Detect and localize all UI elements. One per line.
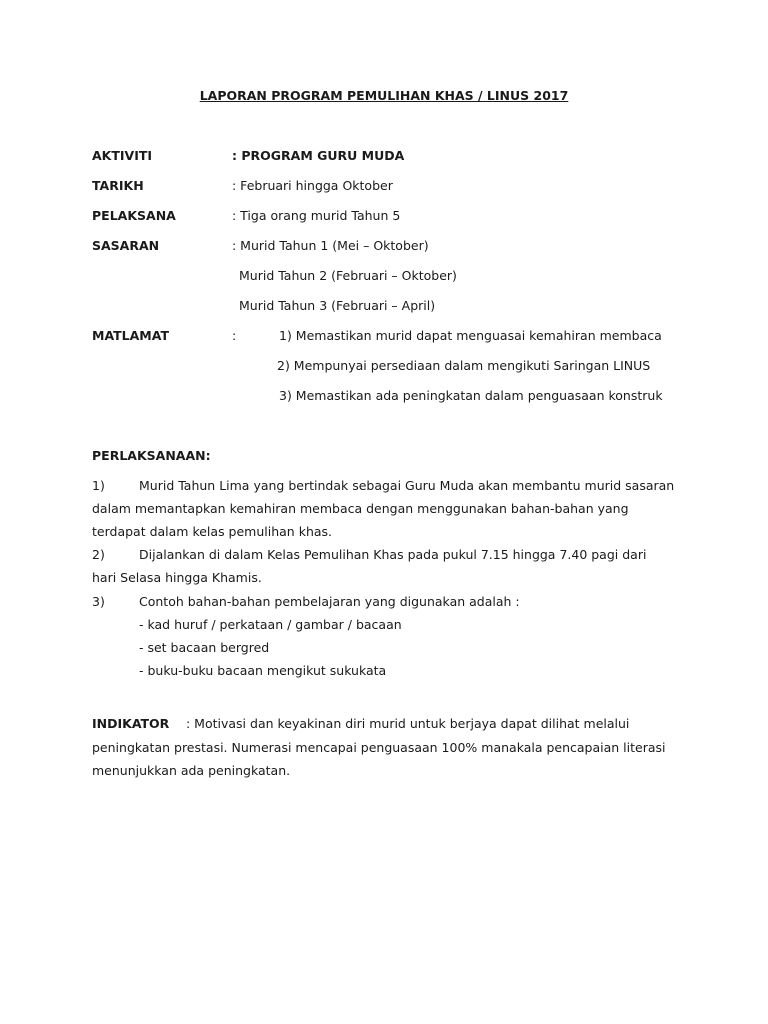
pelaksana-value: : Tiga orang murid Tahun 5: [232, 208, 401, 223]
pelaksana-label: PELAKSANA: [92, 208, 176, 223]
matlamat-colon: :: [232, 328, 237, 343]
perlaksanaan-heading: PERLAKSANAAN:: [92, 448, 211, 463]
tarikh-value: : Februari hingga Oktober: [232, 178, 393, 193]
perlaksanaan-1-line-3: terdapat dalam kelas pemulihan khas.: [92, 524, 333, 539]
indikator-line-3: menunjukkan ada peningkatan.: [92, 763, 291, 778]
sasaran-line-1: : Murid Tahun 1 (Mei – Oktober): [232, 238, 429, 253]
matlamat-item-3: 3) Memastikan ada peningkatan dalam penguasaan konstruk: [279, 388, 663, 403]
indikator-line-2: peningkatan prestasi. Numerasi mencapai penguasaan 100% manakala pencapaian literasi: [92, 740, 666, 755]
perlaksanaan-2-num: 2): [92, 547, 105, 562]
perlaksanaan-3-num: 3): [92, 594, 105, 609]
perlaksanaan-2-line-1: Dijalankan di dalam Kelas Pemulihan Khas pada pukul 7.15 hingga 7.40 pagi dari: [139, 547, 647, 562]
report-title: LAPORAN PROGRAM PEMULIHAN KHAS / LINUS 2017: [199, 88, 569, 103]
perlaksanaan-2-line-2: hari Selasa hingga Khamis.: [92, 570, 262, 585]
perlaksanaan-3-bullet-2: - set bacaan bergred: [139, 640, 270, 655]
matlamat-label: MATLAMAT: [92, 328, 169, 343]
sasaran-line-3: Murid Tahun 3 (Februari – April): [239, 298, 436, 313]
perlaksanaan-1-line-2: dalam memantapkan kemahiran membaca dengan menggunakan bahan-bahan yang: [92, 501, 629, 516]
aktiviti-value: : PROGRAM GURU MUDA: [232, 148, 405, 163]
perlaksanaan-3-bullet-3: - buku-buku bacaan mengikut sukukata: [139, 663, 387, 678]
aktiviti-label: AKTIVITI: [92, 148, 153, 163]
indikator-label: INDIKATOR: [92, 716, 170, 731]
perlaksanaan-3-bullet-1: - kad huruf / perkataan / gambar / bacaan: [139, 617, 402, 632]
matlamat-item-1: 1) Memastikan murid dapat menguasai kemahiran membaca: [279, 328, 662, 343]
indikator-line-1: : Motivasi dan keyakinan diri murid untuk berjaya dapat dilihat melalui: [186, 716, 630, 731]
sasaran-label: SASARAN: [92, 238, 160, 253]
matlamat-item-2: 2) Mempunyai persediaan dalam mengikuti Saringan LINUS: [277, 358, 651, 373]
perlaksanaan-1-num: 1): [92, 478, 105, 493]
tarikh-label: TARIKH: [92, 178, 144, 193]
perlaksanaan-3-line-1: Contoh bahan-bahan pembelajaran yang digunakan adalah :: [139, 594, 520, 609]
sasaran-line-2: Murid Tahun 2 (Februari – Oktober): [239, 268, 457, 283]
perlaksanaan-1-line-1: Murid Tahun Lima yang bertindak sebagai Guru Muda akan membantu murid sasaran: [139, 478, 675, 493]
